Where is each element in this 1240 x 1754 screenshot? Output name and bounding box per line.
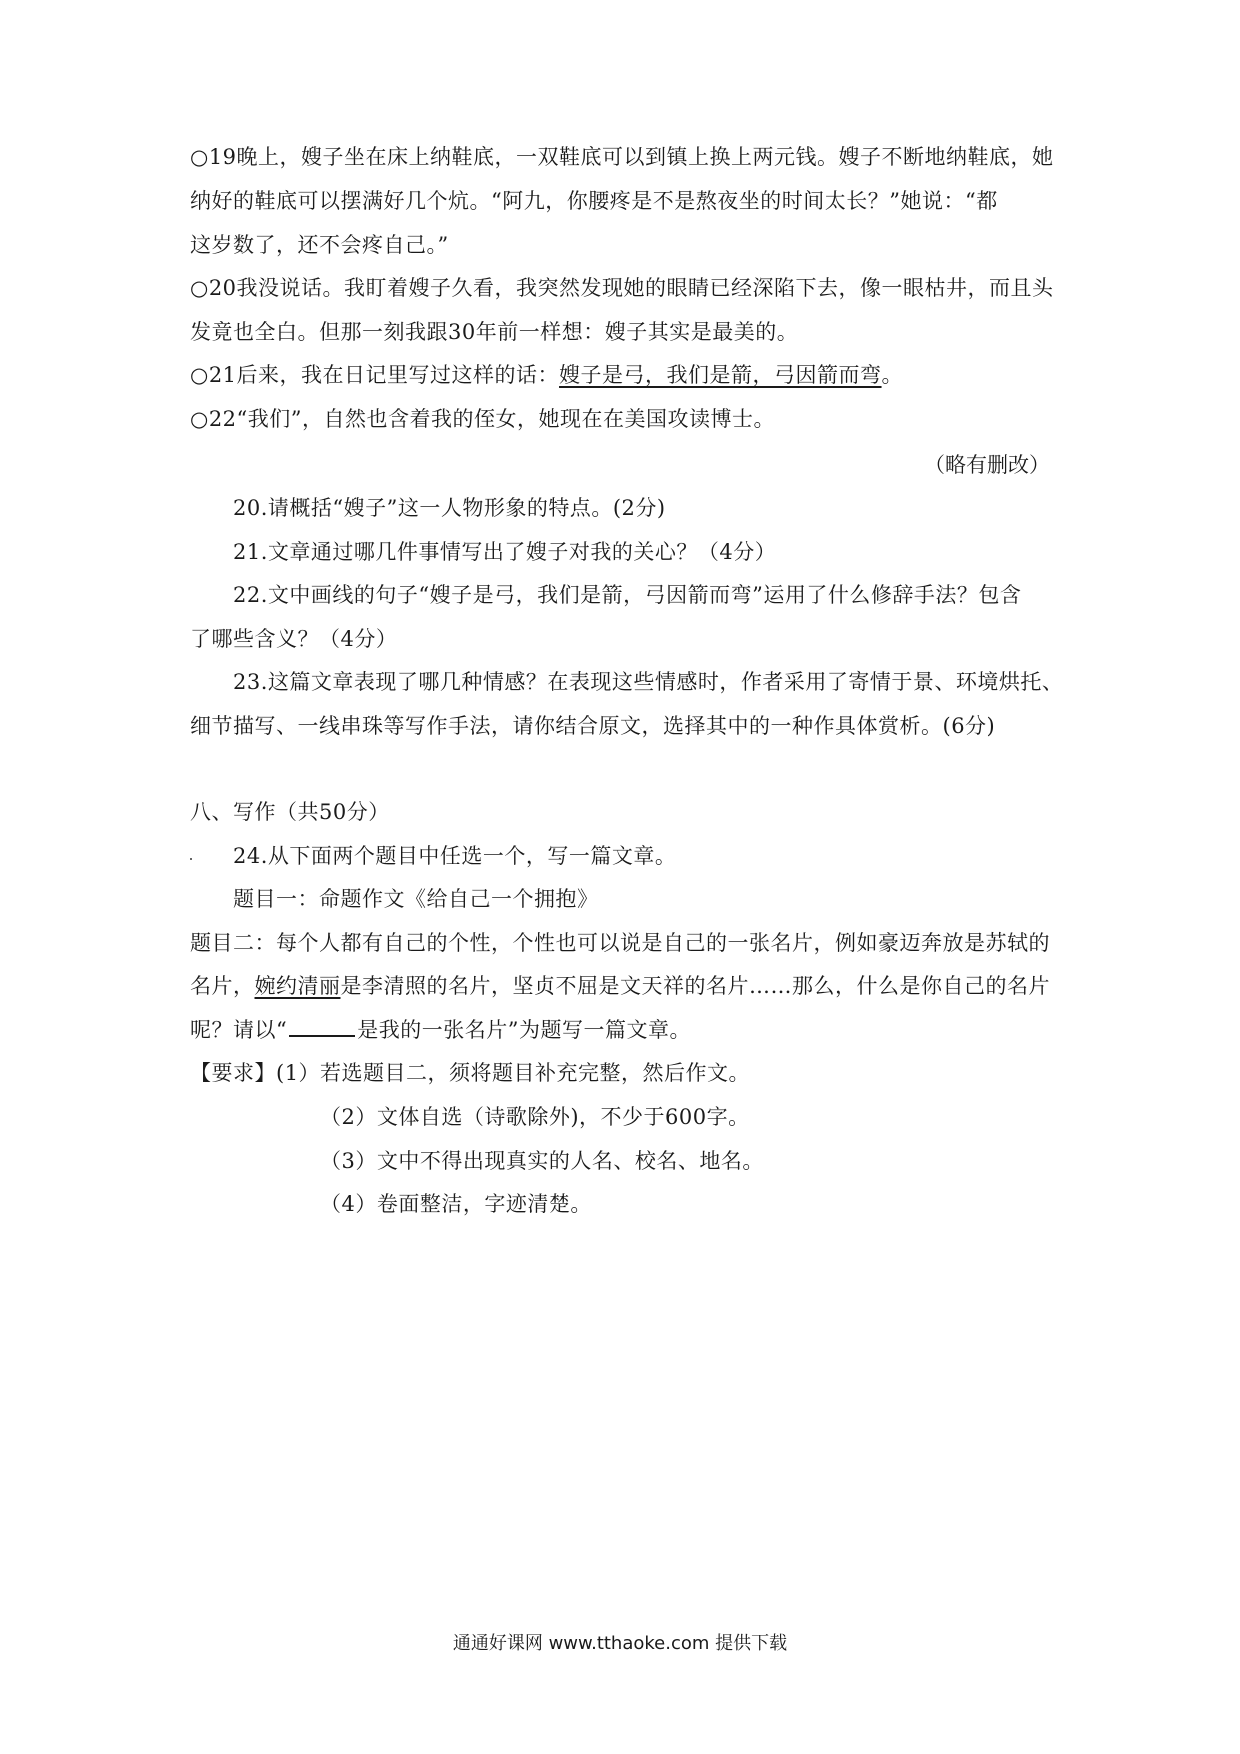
paragraph-21-prefix: ○21后来，我在日记里写过这样的话： [190,363,560,387]
passage-paragraph-19-line-3: 这岁数了，还不会疼自己。” [190,233,449,257]
question-22-line-1: 22.文中画线的句子“嫂子是弓，我们是箭，弓因箭而弯”运用了什么修辞手法？包含 [233,583,1022,607]
paragraph-21-suffix: 。 [881,363,904,387]
topic-two-line-1: 题目二：每个人都有自己的个性，个性也可以说是自己的一张名片，例如豪迈奔放是苏轼的 [190,931,1050,955]
requirement-4: （4）卷面整洁，字迹清楚。 [320,1192,592,1216]
underlined-phrase: 婉约清丽 [254,974,341,998]
page-footer: 通通好课网 www.tthaoke.com 提供下载 [452,1633,788,1654]
requirement-3: （3）文中不得出现真实的人名、校名、地名。 [320,1149,764,1173]
passage-paragraph-19-line-1: ○19晚上，嫂子坐在床上纳鞋底，一双鞋底可以到镇上换上两元钱。嫂子不断地纳鞋底，她 [190,145,1054,169]
question-21: 21.文章通过哪几件事情写出了嫂子对我的关心？（4分） [233,540,777,564]
topic-two-line-2 [190,971,1050,1001]
question-23-line-1: 23.这篇文章表现了哪几种情感？在表现这些情感时，作者采用了寄情于景、环境烘托、 [233,670,1064,694]
abridged-note: （略有删改） [924,453,1050,477]
passage-paragraph-22: ○22“我们”，自然也含着我的侄女，她现在在美国攻读博士。 [190,407,776,431]
question-24: 24.从下面两个题目中任选一个，写一篇文章。 [233,844,677,868]
topic-two-line-3-prefix: 呢？请以“ [190,1018,288,1042]
requirements-label: 【要求】 [190,1061,276,1085]
question-22-line-2: 了哪些含义？（4分） [190,627,398,651]
passage-paragraph-20-line-2: 发竟也全白。但那一刻我跟30年前一样想：嫂子其实是最美的。 [190,320,799,344]
stray-mark [190,858,192,860]
requirement-2: （2）文体自选（诗歌除外)，不少于600字。 [320,1105,750,1129]
requirement-1 [190,1058,750,1088]
requirement-1-text: (1）若选题目二，须将题目补充完整，然后作文。 [276,1061,751,1085]
topic-two-line-3-suffix: 是我的一张名片”为题写一篇文章。 [357,1018,691,1042]
question-23-line-2: 细节描写、一线串珠等写作手法，请你结合原文，选择其中的一种作具体赏析。(6分) [190,714,996,738]
topic-two-line-2-prefix: 名片， [190,974,255,998]
question-20: 20.请概括“嫂子”这一人物形象的特点。(2分) [233,496,666,520]
passage-paragraph-19-line-2: 纳好的鞋底可以摆满好几个炕。“阿九，你腰疼是不是熬夜坐的时间太长？”她说：“都 [190,189,998,213]
writing-section-title: 八、写作（共50分） [190,800,390,824]
underlined-sentence: 嫂子是弓，我们是箭，弓因箭而弯 [559,363,882,387]
fill-in-blank [289,1015,355,1037]
topic-two-line-3 [190,1015,691,1045]
passage-paragraph-21 [190,360,903,390]
topic-one: 题目一：命题作文《给自己一个拥抱》 [233,887,599,911]
topic-two-line-2-suffix: 是李清照的名片，坚贞不屈是文天祥的名片……那么，什么是你自己的名片 [340,974,1050,998]
passage-paragraph-20-line-1: ○20我没说话。我盯着嫂子久看，我突然发现她的眼睛已经深陷下去，像一眼枯井，而且头 [190,276,1054,300]
